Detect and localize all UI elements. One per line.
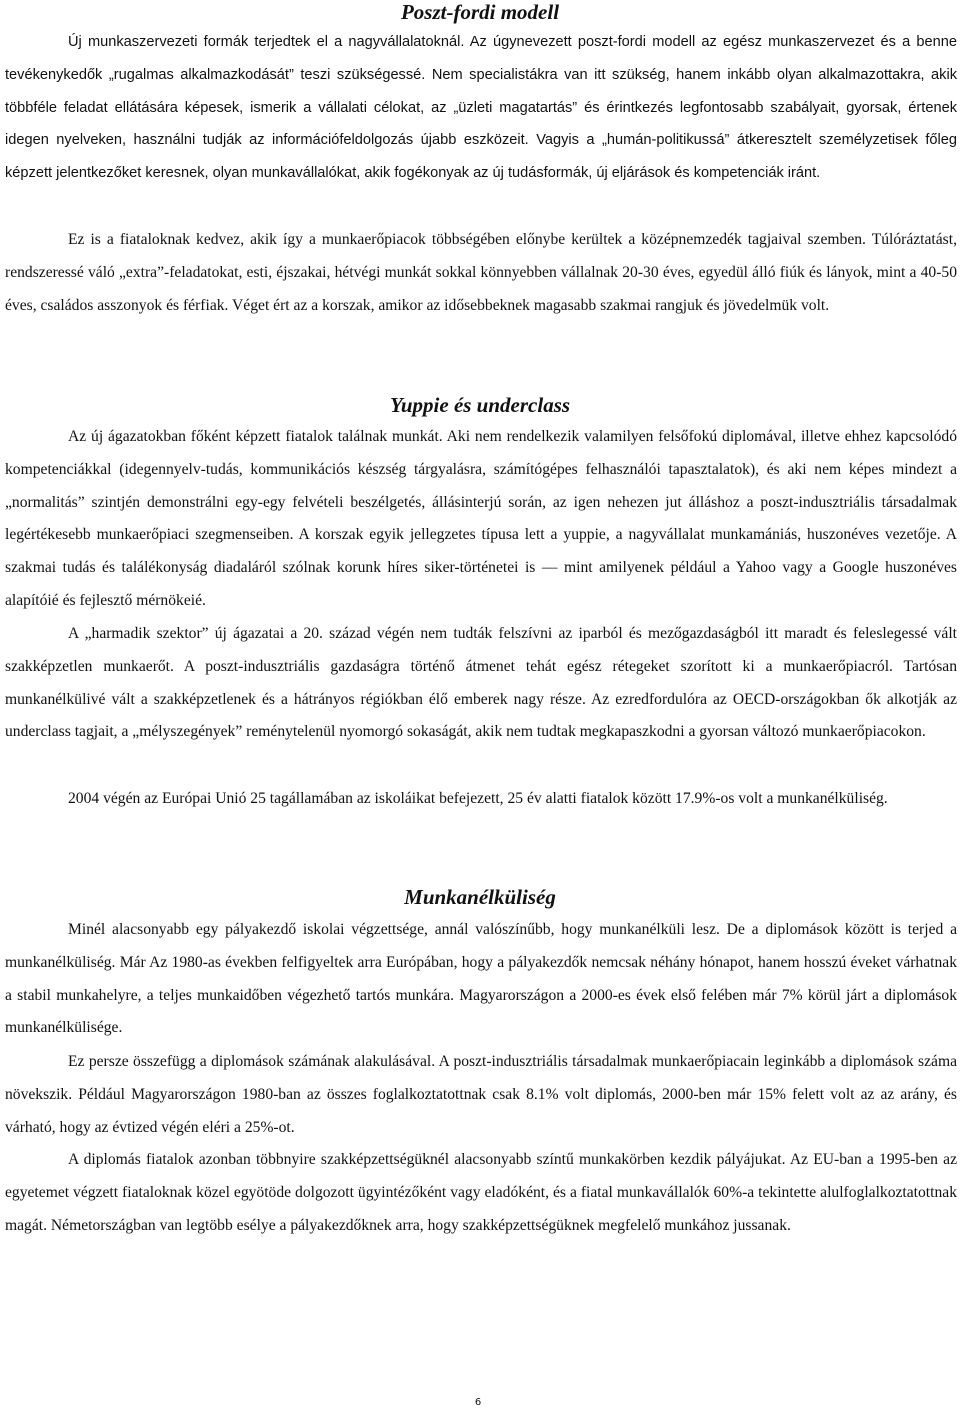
paragraph-poszt-fordi-2: Ez is a fiataloknak kedvez, akik így a munkaerőpiacok többségében előnybe kerültek a középnemzedék tagjaival szemben. Túlóráztatást, rendszeressé váló „extra”-feladatokat, esti, éjszakai, hétvégi munkát sokkal könnyebben vállalnak 20-30 éves, egyedül álló fiúk és lányok, mint a 40-50 éves, családos asszonyok és férfiak. Véget ért az a korszak, amikor az idősebbeknek magasabb szakmai rangjuk és jövedelmük volt. (5, 231, 957, 314)
section-title-munkanelkuliseg: Munkanélküliség (404, 885, 556, 909)
paragraph-poszt-fordi-1: Új munkaszervezeti formák terjedtek el a nagyvállalatoknál. Az úgynevezett poszt-fordi modell az egész munkaszervezet és a benne tevékenykedők „rugalmas alkalmazkodását” teszi szükségessé. Nem specialistákra van itt szükség, hanem inkább olyan alkalmazottakra, akik többféle feladat ellátására képesek, ismerik a vállalati célokat, az „üzleti magatartás” és érintkezés legfontosabb szabályait, gyorsak, értenek idegen nyelveken, használni tudják az információfeldolgozás újabb eszközeit. Vagyis a „humán-politikussá” átkeresztelt személyzetisek főleg képzett jelentkezőket keresnek, olyan munkavállalókat, akik fogékonyak az új tudásformák, új eljárások és kompetenciák iránt. (5, 34, 957, 182)
paragraph-yuppie-1: Az új ágazatokban főként képzett fiatalok találnak munkát. Aki nem rendelkezik valamilyen felsőfokú diplomával, illetve ehhez kapcsolódó kompetenciákkal (idegennyelv-tudás, kommunikációs készség tárgyalásra, számítógépes felhasználói tapasztalatok), és aki nem képes mindezt a „normalitás” szintjén demonstrálni egy-egy felvételi beszélgetés, állásinterjú során, az igen nehezen jut álláshoz a poszt-indusztriális társadalmak legértékesebb munkaerőpiaci szegmenseiben. A korszak egyik jellegzetes típusa lett a yuppie, a nagyvállalat munkamániás, huszonéves vezetője. A szakmai tudás és találékonyság diadaláról szólnak korunk híres siker-történetei is — mint amilyenek például a Yahoo vagy a Google huszonéves alapítóié és fejlesztő mérnökeié. (5, 428, 957, 609)
page-number: 6 (474, 1397, 482, 1408)
paragraph-yuppie-3: 2004 végén az Európai Unió 25 tagállamában az iskoláikat befejezett, 25 év alatti fiatalok között 17.9%-os volt a munkanélküliség. (68, 790, 888, 807)
section-title-yuppie: Yuppie és underclass (389, 393, 571, 417)
section-title-poszt-fordi: Poszt-fordi modell (400, 0, 560, 24)
paragraph-munkanelkuliseg-1: Minél alacsonyabb egy pályakezdő iskolai végzettsége, annál valószínűbb, hogy munkanélküli lesz. De a diplomások között is terjed a munkanélküliség. Már Az 1980-as években felfigyeltek arra Európában, hogy a pályakezdők nemcsak néhány hónapot, hanem hosszú éveket várhatnak a stabil munkahelyre, a teljes munkaidőben végezhető tartós munkára. Magyarországon a 2000-es évek első felében már 7% körül járt a diplomások munkanélkülisége. (5, 921, 957, 1037)
paragraph-munkanelkuliseg-2: Ez persze összefügg a diplomások számának alakulásával. A poszt-indusztriális társadalmak munkaerőpiacain leginkább a diplomások száma növekszik. Például Magyarországon 1980-ban az összes foglalkoztatottnak csak 8.1% volt diplomás, 2000-ben már 15% felett volt az az arány, és várható, hogy az évtized végén eléri a 25%-ot. (5, 1053, 957, 1136)
paragraph-yuppie-2: A „harmadik szektor” új ágazatai a 20. század végén nem tudták felszívni az iparból és mezőgazdaságból itt maradt és feleslegessé vált szakképzetlen munkaerőt. A poszt-indusztriális gazdaságra történő átmenet tehát egész rétegeket szorított ki a munkaerőpiacról. Tartósan munkanélkülivé vált a szakképzetlenek és a hátrányos régiókban élő emberek nagy része. Az ezredfordulóra az OECD-országokban ők alkotják az underclass tagjait, a „mélyszegények” reménytelenül nyomorgó sokaságát, akik nem tudtak megkapaszkodni a gyorsan változó munkaerőpiacokon. (5, 625, 957, 741)
paragraph-munkanelkuliseg-3: A diplomás fiatalok azonban többnyire szakképzettségüknél alacsonyabb színtű munkakörben kezdik pályájukat. Az EU-ban a 1995-ben az egyetemet végzett fiataloknak közel egyötöde dolgozott ügyintézőként vagy eladóként, és a fiatal munkavállalók 60%-a tekintette alulfoglalkoztatottnak magát. Németországban van legtöbb esélye a pályakezdőknek arra, hogy szakképzettségüknek megfelelő munkához jussanak. (5, 1151, 957, 1234)
